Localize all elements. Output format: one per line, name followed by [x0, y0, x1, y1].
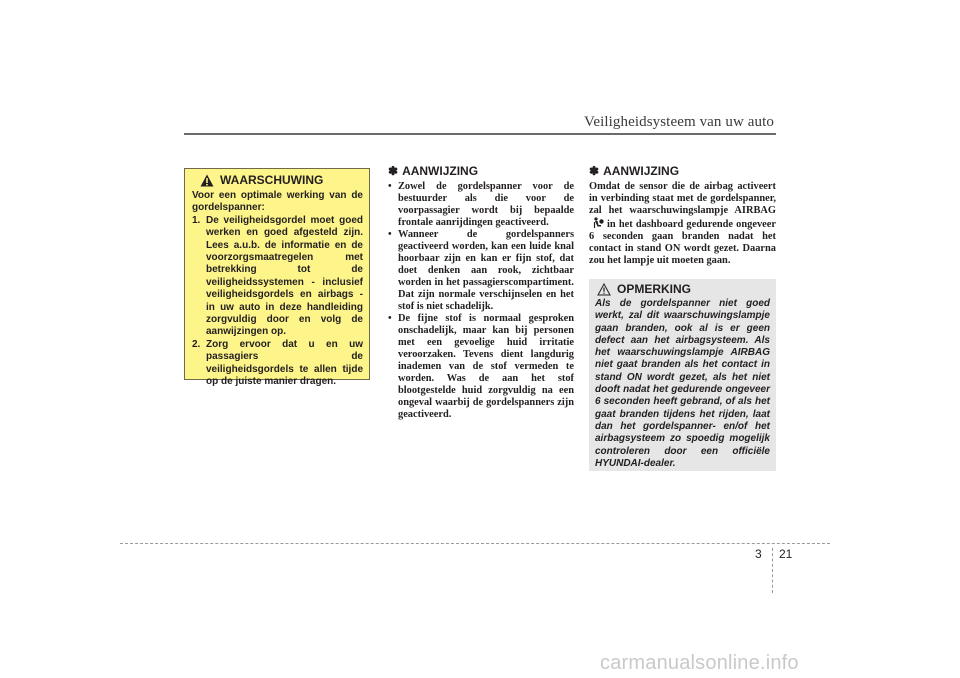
- warning-header: [200, 174, 363, 187]
- section-title: Veiligheidsysteem van uw auto: [584, 114, 774, 130]
- warning-item-text: De veiligheidsgordel moet goed werken en goed afgesteld zijn. Lees a.u.b. de informatie en de voorzorgsmaatregelen met betrekking tot de veiligheidssystemen - inclusief veiligheidsgordels en airbags - in uw auto in deze handleiding zorgvuldig door en volg de aanwijzingen op.: [206, 214, 363, 338]
- note-header: [589, 165, 776, 177]
- list-item-text: Zowel de gordelspanner voor de bestuurder als die voor de voorpassagier wordt bij bepaalde frontale aanrijdingen geactiveerd.: [398, 181, 574, 228]
- note-text-before: Omdat de sensor die de airbag activeert in verbinding staat met de gordelspanner, zal het waarschuwingslampje AIRBAG: [589, 181, 776, 216]
- note-column-1: [388, 165, 574, 421]
- page-number-divider: [772, 548, 773, 593]
- list-item: [388, 313, 574, 421]
- warning-item: [192, 339, 363, 389]
- list-item: [388, 181, 574, 229]
- caution-header: [597, 283, 770, 296]
- caution-title: OPMERKING: [617, 282, 692, 297]
- note-header: [388, 165, 574, 177]
- bullet-icon: •: [388, 229, 392, 240]
- warning-item-number: 1.: [192, 214, 201, 226]
- bullet-icon: •: [388, 313, 392, 324]
- warning-box: [184, 168, 370, 388]
- note-title: AANWIJZING: [603, 164, 680, 178]
- asterisk-icon: ✽: [388, 164, 399, 178]
- list-item-text: De fijne stof is normaal gesproken onschadelijk, maar kan bij personen met een gevoelige huid irritatie veroorzaken. Tevens dient langdurig inademen van de stof vermeden te worden. Was de aan het stof blootgestelde huid zorgvuldig na een ongeval waarbij de gordelspanners zijn geactiveerd.: [398, 313, 574, 420]
- asterisk-icon: ✽: [589, 164, 600, 178]
- footer-divider: [120, 543, 830, 544]
- caution-triangle-icon: [597, 283, 611, 296]
- header-divider: [184, 133, 776, 135]
- bullet-icon: •: [388, 181, 392, 192]
- warning-item-number: 2.: [192, 338, 201, 350]
- warning-triangle-icon: [200, 174, 214, 187]
- caution-text: Als de gordelspanner niet goed werkt, zal dit waarschuwingslampje gaan branden, ook al is er geen defect aan het airbagsysteem. Als het waarschuwingslampje AIRBAG niet gaat branden als het contact in stand ON wordt gezet, als het niet dooft nadat het gedurende ongeveer 6 seconden heeft gebrand, of als het gaat branden tijdens het rijden, laat dan het gordelspanner- en/of het airbagsysteem zo spoedig mogelijk controleren door een officiële HYUNDAI-dealer.: [595, 298, 770, 469]
- warning-item-text: Zorg ervoor dat u en uw passagiers de veiligheidsgordels te allen tijde op de juiste manier dragen.: [206, 338, 363, 388]
- note-paragraph: [589, 181, 776, 267]
- page-number: 21: [779, 547, 793, 561]
- note-title: AANWIJZING: [402, 164, 479, 178]
- list-item: [388, 229, 574, 313]
- watermark: carmanualsonline.info: [600, 652, 799, 674]
- chapter-number: 3: [755, 547, 762, 561]
- warning-intro: Voor een optimale werking van de gordelspanner:: [192, 190, 363, 214]
- airbag-warning-icon: [592, 217, 604, 229]
- list-item-text: Wanneer de gordelspanners geactiveerd worden, kan een luide knal hoorbaar zijn en kan er fijn stof, dat doet denken aan rook, zichtbaar worden in het passagierscompartiment. Dat zijn normale verschijnselen en het stof is niet schadelijk.: [398, 229, 574, 312]
- warning-item: [192, 215, 363, 339]
- note-text-after: in het dashboard gedurende ongeveer 6 seconden gaan branden nadat het contact in stand ON wordt gezet. Daarna zou het lampje uit moeten gaan.: [589, 219, 776, 266]
- note-column-2: [589, 165, 776, 267]
- warning-title: WAARSCHUWING: [220, 173, 324, 188]
- caution-box: [589, 279, 776, 471]
